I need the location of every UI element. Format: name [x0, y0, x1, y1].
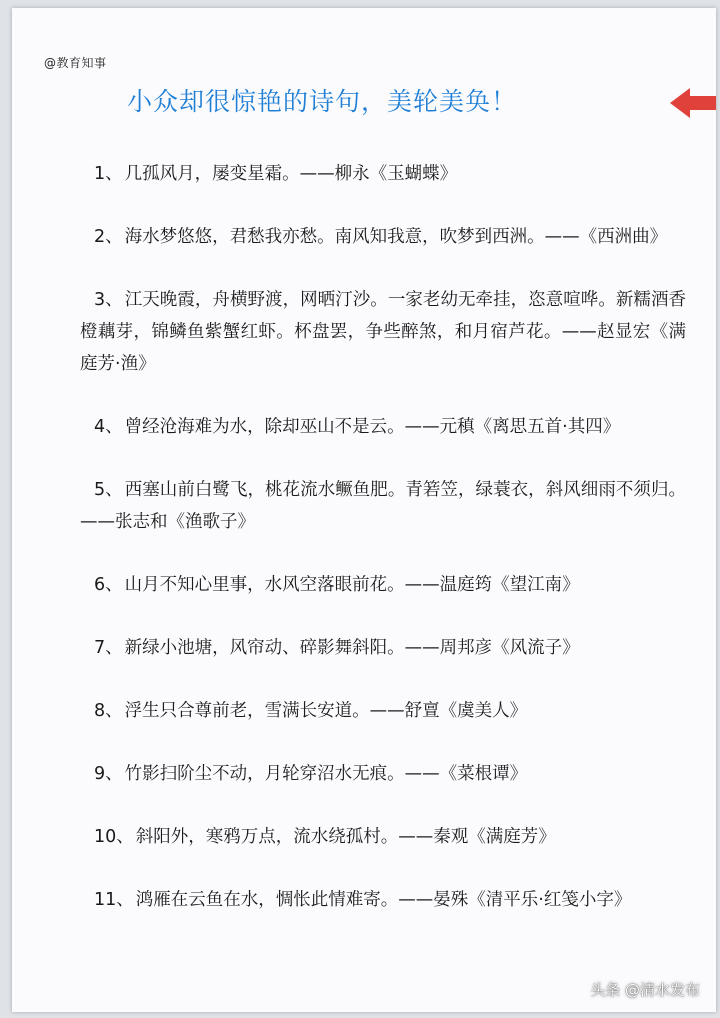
poem-text: 鸿雁在云鱼在水，惆怅此情难寄。——晏殊《清平乐·红笺小字》 — [135, 890, 632, 910]
poem-number: 9、 — [94, 764, 123, 784]
poem-text: 浮生只合尊前老，雪满长安道。——舒亶《虞美人》 — [124, 701, 528, 721]
poem-number: 6、 — [94, 575, 123, 595]
poem-text: 新绿小池塘，风帘动、碎影舞斜阳。——周邦彦《风流子》 — [124, 638, 580, 658]
poem-item — [80, 284, 686, 380]
poem-text: 竹影扫阶尘不动，月轮穿沼水无痕。——《菜根谭》 — [124, 764, 528, 784]
poem-item — [80, 695, 686, 727]
left-arrow-icon[interactable] — [668, 86, 716, 120]
poem-number: 8、 — [94, 701, 123, 721]
poem-item — [80, 758, 686, 790]
poem-text: 西塞山前白鹭飞，桃花流水鳜鱼肥。青箬笠，绿蓑衣，斜风细雨不须归。——张志和《渔歌子》 — [80, 480, 686, 532]
poem-item — [80, 411, 686, 443]
poem-number: 11、 — [94, 890, 134, 910]
poem-text: 斜阳外，寒鸦万点，流水绕孤村。——秦观《满庭芳》 — [135, 827, 556, 847]
poem-number: 4、 — [94, 417, 123, 437]
poem-number: 10、 — [94, 827, 134, 847]
poem-item — [80, 821, 686, 853]
poem-text: 江天晚霞，舟横野渡，网晒汀沙。一家老幼无牵挂，恣意喧哗。新糯酒香橙藕芽，锦鳞鱼紫蟹红虾。杯盘罢，争些醉煞，和月宿芦花。——赵显宏《满庭芳·渔》 — [80, 290, 686, 374]
poem-item — [80, 632, 686, 664]
poem-text: 山月不知心里事，水风空落眼前花。——温庭筠《望江南》 — [124, 575, 580, 595]
poem-item — [80, 158, 686, 190]
poem-item — [80, 884, 686, 916]
poem-text: 海水梦悠悠，君愁我亦愁。南风知我意，吹梦到西洲。——《西洲曲》 — [124, 227, 668, 247]
poem-number: 3、 — [94, 290, 123, 310]
poem-item — [80, 221, 686, 253]
watermark: 头条 @清水发布 — [590, 981, 700, 999]
source-tag: @教育知事 — [44, 56, 107, 70]
poem-list — [80, 158, 686, 947]
poem-text: 几孤风月，屡变星霜。——柳永《玉蝴蝶》 — [124, 164, 458, 184]
poem-number: 1、 — [94, 164, 123, 184]
document-page — [12, 8, 716, 1012]
poem-text: 曾经沧海难为水，除却巫山不是云。——元稹《离思五首·其四》 — [124, 417, 621, 437]
poem-number: 7、 — [94, 638, 123, 658]
page-title: 小众却很惊艳的诗句，美轮美奂！ — [126, 87, 517, 116]
poem-number: 5、 — [94, 480, 123, 500]
poem-item — [80, 474, 686, 538]
poem-number: 2、 — [94, 227, 123, 247]
poem-item — [80, 569, 686, 601]
